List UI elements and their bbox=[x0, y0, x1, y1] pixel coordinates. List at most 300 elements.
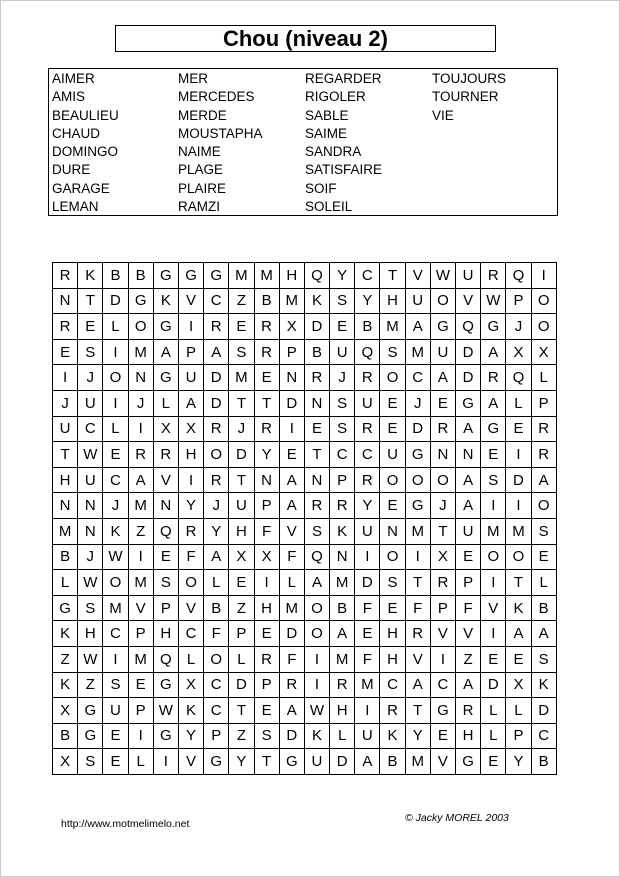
grid-cell[interactable]: D bbox=[405, 416, 430, 442]
grid-cell[interactable]: U bbox=[103, 698, 128, 724]
grid-cell[interactable]: F bbox=[405, 595, 430, 621]
grid-cell[interactable]: E bbox=[78, 314, 103, 340]
grid-cell[interactable]: I bbox=[405, 544, 430, 570]
grid-cell[interactable]: D bbox=[204, 390, 229, 416]
grid-cell[interactable]: N bbox=[380, 518, 405, 544]
grid-cell[interactable]: E bbox=[103, 442, 128, 468]
grid-cell[interactable]: T bbox=[78, 288, 103, 314]
grid-cell[interactable]: R bbox=[355, 365, 380, 391]
grid-cell[interactable]: F bbox=[279, 544, 304, 570]
grid-cell[interactable]: M bbox=[229, 263, 254, 289]
grid-cell[interactable]: N bbox=[330, 544, 355, 570]
grid-cell[interactable]: G bbox=[204, 263, 229, 289]
grid-cell[interactable]: W bbox=[153, 698, 178, 724]
grid-cell[interactable]: G bbox=[153, 365, 178, 391]
grid-cell[interactable]: B bbox=[53, 544, 78, 570]
grid-cell[interactable]: I bbox=[128, 723, 153, 749]
grid-cell[interactable]: P bbox=[128, 621, 153, 647]
grid-cell[interactable]: D bbox=[506, 467, 531, 493]
grid-cell[interactable]: N bbox=[53, 288, 78, 314]
grid-cell[interactable]: E bbox=[481, 646, 506, 672]
grid-cell[interactable]: I bbox=[128, 544, 153, 570]
grid-cell[interactable]: U bbox=[355, 518, 380, 544]
grid-cell[interactable]: B bbox=[128, 263, 153, 289]
grid-cell[interactable]: G bbox=[78, 723, 103, 749]
grid-cell[interactable]: M bbox=[128, 646, 153, 672]
grid-cell[interactable]: A bbox=[153, 339, 178, 365]
grid-cell[interactable]: R bbox=[531, 442, 556, 468]
grid-cell[interactable]: I bbox=[481, 493, 506, 519]
grid-cell[interactable]: E bbox=[103, 723, 128, 749]
grid-cell[interactable]: B bbox=[380, 749, 405, 775]
grid-cell[interactable]: K bbox=[506, 595, 531, 621]
grid-cell[interactable]: I bbox=[178, 314, 203, 340]
grid-cell[interactable]: A bbox=[304, 570, 329, 596]
grid-cell[interactable]: G bbox=[53, 595, 78, 621]
grid-cell[interactable]: E bbox=[254, 698, 279, 724]
grid-cell[interactable]: F bbox=[355, 646, 380, 672]
grid-cell[interactable]: R bbox=[355, 416, 380, 442]
grid-cell[interactable]: N bbox=[456, 442, 481, 468]
grid-cell[interactable]: I bbox=[103, 646, 128, 672]
grid-cell[interactable]: B bbox=[103, 263, 128, 289]
grid-cell[interactable]: G bbox=[153, 263, 178, 289]
grid-cell[interactable]: E bbox=[254, 621, 279, 647]
grid-cell[interactable]: H bbox=[178, 442, 203, 468]
grid-cell[interactable]: O bbox=[204, 442, 229, 468]
grid-cell[interactable]: A bbox=[128, 467, 153, 493]
grid-cell[interactable]: D bbox=[229, 672, 254, 698]
grid-cell[interactable]: T bbox=[405, 570, 430, 596]
grid-cell[interactable]: K bbox=[330, 518, 355, 544]
grid-cell[interactable]: A bbox=[178, 390, 203, 416]
grid-cell[interactable]: F bbox=[178, 544, 203, 570]
grid-cell[interactable]: X bbox=[153, 416, 178, 442]
grid-cell[interactable]: W bbox=[430, 263, 455, 289]
grid-cell[interactable]: R bbox=[430, 416, 455, 442]
grid-cell[interactable]: S bbox=[254, 723, 279, 749]
grid-cell[interactable]: O bbox=[304, 595, 329, 621]
grid-cell[interactable]: R bbox=[279, 672, 304, 698]
grid-cell[interactable]: X bbox=[279, 314, 304, 340]
grid-cell[interactable]: F bbox=[254, 518, 279, 544]
grid-cell[interactable]: U bbox=[430, 339, 455, 365]
grid-cell[interactable]: A bbox=[456, 493, 481, 519]
grid-cell[interactable]: E bbox=[53, 339, 78, 365]
grid-cell[interactable]: E bbox=[506, 646, 531, 672]
grid-cell[interactable]: I bbox=[430, 646, 455, 672]
grid-cell[interactable]: E bbox=[153, 544, 178, 570]
grid-cell[interactable]: V bbox=[456, 621, 481, 647]
grid-cell[interactable]: U bbox=[78, 467, 103, 493]
grid-cell[interactable]: A bbox=[279, 493, 304, 519]
grid-cell[interactable]: G bbox=[456, 390, 481, 416]
grid-cell[interactable]: R bbox=[254, 646, 279, 672]
grid-cell[interactable]: G bbox=[204, 749, 229, 775]
grid-cell[interactable]: P bbox=[229, 621, 254, 647]
grid-cell[interactable]: F bbox=[204, 621, 229, 647]
grid-cell[interactable]: I bbox=[153, 749, 178, 775]
grid-cell[interactable]: A bbox=[279, 698, 304, 724]
grid-cell[interactable]: R bbox=[380, 698, 405, 724]
grid-cell[interactable]: Q bbox=[304, 263, 329, 289]
grid-cell[interactable]: Y bbox=[405, 723, 430, 749]
grid-cell[interactable]: J bbox=[204, 493, 229, 519]
grid-cell[interactable]: S bbox=[330, 288, 355, 314]
grid-cell[interactable]: O bbox=[531, 288, 556, 314]
grid-cell[interactable]: C bbox=[531, 723, 556, 749]
grid-cell[interactable]: O bbox=[204, 646, 229, 672]
grid-cell[interactable]: I bbox=[506, 493, 531, 519]
grid-cell[interactable]: R bbox=[405, 621, 430, 647]
grid-cell[interactable]: O bbox=[103, 365, 128, 391]
grid-cell[interactable]: O bbox=[128, 314, 153, 340]
grid-cell[interactable]: H bbox=[380, 288, 405, 314]
grid-cell[interactable]: A bbox=[481, 390, 506, 416]
grid-cell[interactable]: R bbox=[304, 365, 329, 391]
grid-cell[interactable]: B bbox=[330, 595, 355, 621]
grid-cell[interactable]: R bbox=[254, 416, 279, 442]
grid-cell[interactable]: B bbox=[531, 595, 556, 621]
grid-cell[interactable]: X bbox=[229, 544, 254, 570]
grid-cell[interactable]: Q bbox=[506, 263, 531, 289]
grid-cell[interactable]: S bbox=[380, 339, 405, 365]
grid-cell[interactable]: G bbox=[481, 314, 506, 340]
grid-cell[interactable]: B bbox=[531, 749, 556, 775]
grid-cell[interactable]: M bbox=[53, 518, 78, 544]
grid-cell[interactable]: Y bbox=[229, 749, 254, 775]
grid-cell[interactable]: C bbox=[78, 416, 103, 442]
grid-cell[interactable]: N bbox=[78, 493, 103, 519]
grid-cell[interactable]: V bbox=[128, 595, 153, 621]
grid-cell[interactable]: U bbox=[456, 518, 481, 544]
grid-cell[interactable]: Q bbox=[355, 339, 380, 365]
grid-cell[interactable]: M bbox=[254, 263, 279, 289]
grid-cell[interactable]: V bbox=[279, 518, 304, 544]
grid-cell[interactable]: H bbox=[78, 621, 103, 647]
grid-cell[interactable]: N bbox=[254, 467, 279, 493]
grid-cell[interactable]: R bbox=[531, 416, 556, 442]
grid-cell[interactable]: O bbox=[405, 467, 430, 493]
grid-cell[interactable]: U bbox=[53, 416, 78, 442]
grid-cell[interactable]: H bbox=[254, 595, 279, 621]
grid-cell[interactable]: I bbox=[506, 442, 531, 468]
grid-cell[interactable]: A bbox=[531, 467, 556, 493]
grid-cell[interactable]: N bbox=[279, 365, 304, 391]
grid-cell[interactable]: M bbox=[330, 646, 355, 672]
grid-cell[interactable]: D bbox=[229, 442, 254, 468]
grid-cell[interactable]: K bbox=[153, 288, 178, 314]
grid-cell[interactable]: C bbox=[405, 365, 430, 391]
grid-cell[interactable]: M bbox=[128, 339, 153, 365]
grid-cell[interactable]: B bbox=[355, 314, 380, 340]
grid-cell[interactable]: U bbox=[330, 339, 355, 365]
grid-cell[interactable]: U bbox=[355, 723, 380, 749]
grid-cell[interactable]: Y bbox=[506, 749, 531, 775]
grid-cell[interactable]: U bbox=[355, 390, 380, 416]
grid-cell[interactable]: J bbox=[229, 416, 254, 442]
grid-cell[interactable]: E bbox=[128, 672, 153, 698]
grid-cell[interactable]: W bbox=[78, 570, 103, 596]
grid-cell[interactable]: T bbox=[304, 442, 329, 468]
grid-cell[interactable]: T bbox=[405, 698, 430, 724]
grid-cell[interactable]: Q bbox=[456, 314, 481, 340]
grid-cell[interactable]: B bbox=[254, 288, 279, 314]
grid-cell[interactable]: N bbox=[128, 365, 153, 391]
grid-cell[interactable]: H bbox=[279, 263, 304, 289]
grid-cell[interactable]: L bbox=[204, 570, 229, 596]
grid-cell[interactable]: V bbox=[153, 467, 178, 493]
grid-cell[interactable]: O bbox=[178, 570, 203, 596]
grid-cell[interactable]: A bbox=[456, 467, 481, 493]
grid-cell[interactable]: M bbox=[405, 339, 430, 365]
grid-cell[interactable]: G bbox=[481, 416, 506, 442]
grid-cell[interactable]: S bbox=[330, 416, 355, 442]
grid-cell[interactable]: D bbox=[456, 339, 481, 365]
grid-cell[interactable]: G bbox=[430, 698, 455, 724]
grid-cell[interactable]: D bbox=[355, 570, 380, 596]
grid-cell[interactable]: A bbox=[456, 416, 481, 442]
grid-cell[interactable]: G bbox=[405, 442, 430, 468]
grid-cell[interactable]: L bbox=[128, 749, 153, 775]
grid-cell[interactable]: F bbox=[456, 595, 481, 621]
grid-cell[interactable]: E bbox=[355, 621, 380, 647]
grid-cell[interactable]: L bbox=[279, 570, 304, 596]
grid-cell[interactable]: M bbox=[128, 570, 153, 596]
grid-cell[interactable]: Z bbox=[229, 723, 254, 749]
grid-cell[interactable]: A bbox=[430, 365, 455, 391]
grid-cell[interactable]: O bbox=[430, 467, 455, 493]
grid-cell[interactable]: L bbox=[53, 570, 78, 596]
grid-cell[interactable]: S bbox=[531, 646, 556, 672]
grid-cell[interactable]: N bbox=[430, 442, 455, 468]
grid-cell[interactable]: T bbox=[229, 390, 254, 416]
grid-cell[interactable]: A bbox=[204, 339, 229, 365]
grid-cell[interactable]: H bbox=[380, 621, 405, 647]
grid-cell[interactable]: U bbox=[405, 288, 430, 314]
grid-cell[interactable]: S bbox=[380, 570, 405, 596]
grid-cell[interactable]: S bbox=[304, 518, 329, 544]
grid-cell[interactable]: V bbox=[430, 749, 455, 775]
grid-cell[interactable]: G bbox=[128, 288, 153, 314]
footer-url[interactable]: http://www.motmelimelo.net bbox=[61, 818, 190, 830]
grid-cell[interactable]: T bbox=[229, 467, 254, 493]
grid-cell[interactable]: X bbox=[254, 544, 279, 570]
grid-cell[interactable]: B bbox=[204, 595, 229, 621]
grid-cell[interactable]: D bbox=[204, 365, 229, 391]
grid-cell[interactable]: K bbox=[78, 263, 103, 289]
grid-cell[interactable]: M bbox=[380, 314, 405, 340]
grid-cell[interactable]: Z bbox=[456, 646, 481, 672]
grid-cell[interactable]: E bbox=[380, 416, 405, 442]
grid-cell[interactable]: I bbox=[481, 621, 506, 647]
grid-cell[interactable]: K bbox=[53, 672, 78, 698]
grid-cell[interactable]: I bbox=[178, 467, 203, 493]
grid-cell[interactable]: S bbox=[481, 467, 506, 493]
grid-cell[interactable]: Y bbox=[355, 493, 380, 519]
grid-cell[interactable]: G bbox=[430, 314, 455, 340]
grid-cell[interactable]: C bbox=[204, 672, 229, 698]
grid-cell[interactable]: F bbox=[355, 595, 380, 621]
grid-cell[interactable]: E bbox=[229, 570, 254, 596]
grid-cell[interactable]: H bbox=[153, 621, 178, 647]
grid-cell[interactable]: V bbox=[430, 621, 455, 647]
grid-cell[interactable]: I bbox=[103, 390, 128, 416]
grid-cell[interactable]: I bbox=[481, 570, 506, 596]
grid-cell[interactable]: P bbox=[178, 339, 203, 365]
grid-cell[interactable]: M bbox=[128, 493, 153, 519]
grid-cell[interactable]: J bbox=[78, 365, 103, 391]
grid-cell[interactable]: P bbox=[153, 595, 178, 621]
grid-cell[interactable]: W bbox=[304, 698, 329, 724]
grid-cell[interactable]: H bbox=[229, 518, 254, 544]
grid-cell[interactable]: D bbox=[531, 698, 556, 724]
grid-cell[interactable]: S bbox=[330, 390, 355, 416]
grid-cell[interactable]: L bbox=[506, 390, 531, 416]
grid-cell[interactable]: C bbox=[103, 621, 128, 647]
grid-cell[interactable]: G bbox=[153, 723, 178, 749]
grid-cell[interactable]: V bbox=[456, 288, 481, 314]
grid-cell[interactable]: X bbox=[53, 749, 78, 775]
grid-cell[interactable]: W bbox=[481, 288, 506, 314]
grid-cell[interactable]: S bbox=[153, 570, 178, 596]
grid-cell[interactable]: A bbox=[405, 314, 430, 340]
grid-cell[interactable]: P bbox=[330, 467, 355, 493]
grid-cell[interactable]: K bbox=[304, 288, 329, 314]
grid-cell[interactable]: M bbox=[405, 749, 430, 775]
grid-cell[interactable]: I bbox=[355, 544, 380, 570]
grid-cell[interactable]: M bbox=[229, 365, 254, 391]
grid-cell[interactable]: G bbox=[78, 698, 103, 724]
grid-cell[interactable]: Y bbox=[204, 518, 229, 544]
grid-cell[interactable]: M bbox=[405, 518, 430, 544]
grid-cell[interactable]: N bbox=[304, 390, 329, 416]
grid-cell[interactable]: V bbox=[405, 646, 430, 672]
grid-cell[interactable]: L bbox=[531, 570, 556, 596]
grid-cell[interactable]: R bbox=[456, 698, 481, 724]
grid-cell[interactable]: L bbox=[153, 390, 178, 416]
grid-cell[interactable]: D bbox=[279, 621, 304, 647]
grid-cell[interactable]: Y bbox=[178, 723, 203, 749]
grid-cell[interactable]: N bbox=[53, 493, 78, 519]
grid-cell[interactable]: O bbox=[304, 621, 329, 647]
grid-cell[interactable]: A bbox=[456, 672, 481, 698]
grid-cell[interactable]: R bbox=[481, 365, 506, 391]
grid-cell[interactable]: R bbox=[330, 672, 355, 698]
grid-cell[interactable]: W bbox=[78, 442, 103, 468]
grid-cell[interactable]: L bbox=[531, 365, 556, 391]
grid-cell[interactable]: R bbox=[128, 442, 153, 468]
grid-cell[interactable]: T bbox=[254, 390, 279, 416]
grid-cell[interactable]: I bbox=[304, 646, 329, 672]
grid-cell[interactable]: O bbox=[506, 544, 531, 570]
grid-cell[interactable]: R bbox=[254, 314, 279, 340]
grid-cell[interactable]: R bbox=[304, 493, 329, 519]
grid-cell[interactable]: C bbox=[204, 698, 229, 724]
grid-cell[interactable]: R bbox=[204, 314, 229, 340]
grid-cell[interactable]: M bbox=[330, 570, 355, 596]
grid-cell[interactable]: N bbox=[78, 518, 103, 544]
grid-cell[interactable]: G bbox=[456, 749, 481, 775]
grid-cell[interactable]: Q bbox=[304, 544, 329, 570]
grid-cell[interactable]: S bbox=[78, 749, 103, 775]
grid-cell[interactable]: P bbox=[128, 698, 153, 724]
grid-cell[interactable]: T bbox=[380, 263, 405, 289]
grid-cell[interactable]: N bbox=[153, 493, 178, 519]
grid-cell[interactable]: L bbox=[481, 723, 506, 749]
grid-cell[interactable]: A bbox=[405, 672, 430, 698]
grid-cell[interactable]: Z bbox=[128, 518, 153, 544]
grid-cell[interactable]: C bbox=[103, 467, 128, 493]
grid-cell[interactable]: M bbox=[481, 518, 506, 544]
grid-cell[interactable]: U bbox=[456, 263, 481, 289]
grid-cell[interactable]: T bbox=[254, 749, 279, 775]
grid-cell[interactable]: K bbox=[103, 518, 128, 544]
grid-cell[interactable]: A bbox=[506, 621, 531, 647]
grid-cell[interactable]: T bbox=[430, 518, 455, 544]
grid-cell[interactable]: C bbox=[330, 442, 355, 468]
grid-cell[interactable]: E bbox=[531, 544, 556, 570]
grid-cell[interactable]: E bbox=[380, 493, 405, 519]
grid-cell[interactable]: C bbox=[178, 621, 203, 647]
grid-cell[interactable]: G bbox=[178, 263, 203, 289]
grid-cell[interactable]: E bbox=[430, 390, 455, 416]
grid-cell[interactable]: A bbox=[279, 467, 304, 493]
grid-cell[interactable]: T bbox=[506, 570, 531, 596]
grid-cell[interactable]: S bbox=[78, 595, 103, 621]
grid-cell[interactable]: R bbox=[355, 467, 380, 493]
grid-cell[interactable]: O bbox=[531, 314, 556, 340]
grid-cell[interactable]: X bbox=[178, 672, 203, 698]
grid-cell[interactable]: O bbox=[380, 544, 405, 570]
grid-cell[interactable]: S bbox=[103, 672, 128, 698]
grid-cell[interactable]: K bbox=[178, 698, 203, 724]
grid-cell[interactable]: V bbox=[405, 263, 430, 289]
grid-cell[interactable]: T bbox=[53, 442, 78, 468]
grid-cell[interactable]: R bbox=[330, 493, 355, 519]
grid-cell[interactable]: D bbox=[456, 365, 481, 391]
grid-cell[interactable]: V bbox=[178, 749, 203, 775]
grid-cell[interactable]: K bbox=[53, 621, 78, 647]
grid-cell[interactable]: V bbox=[178, 288, 203, 314]
grid-cell[interactable]: E bbox=[430, 723, 455, 749]
grid-cell[interactable]: E bbox=[380, 595, 405, 621]
grid-cell[interactable]: J bbox=[506, 314, 531, 340]
grid-cell[interactable]: L bbox=[481, 698, 506, 724]
grid-cell[interactable]: O bbox=[531, 493, 556, 519]
grid-cell[interactable]: R bbox=[481, 263, 506, 289]
grid-cell[interactable]: I bbox=[304, 672, 329, 698]
grid-cell[interactable]: X bbox=[178, 416, 203, 442]
grid-cell[interactable]: S bbox=[78, 339, 103, 365]
grid-cell[interactable]: F bbox=[279, 646, 304, 672]
grid-cell[interactable]: H bbox=[53, 467, 78, 493]
grid-cell[interactable]: C bbox=[204, 288, 229, 314]
grid-cell[interactable]: U bbox=[78, 390, 103, 416]
grid-cell[interactable]: U bbox=[229, 493, 254, 519]
grid-cell[interactable]: D bbox=[330, 749, 355, 775]
grid-cell[interactable]: M bbox=[506, 518, 531, 544]
grid-cell[interactable]: Y bbox=[330, 263, 355, 289]
grid-cell[interactable]: K bbox=[304, 723, 329, 749]
grid-cell[interactable]: R bbox=[204, 467, 229, 493]
grid-cell[interactable]: I bbox=[103, 339, 128, 365]
grid-cell[interactable]: E bbox=[481, 442, 506, 468]
grid-cell[interactable]: K bbox=[531, 672, 556, 698]
grid-cell[interactable]: E bbox=[506, 416, 531, 442]
grid-cell[interactable]: P bbox=[279, 339, 304, 365]
grid-cell[interactable]: P bbox=[531, 390, 556, 416]
